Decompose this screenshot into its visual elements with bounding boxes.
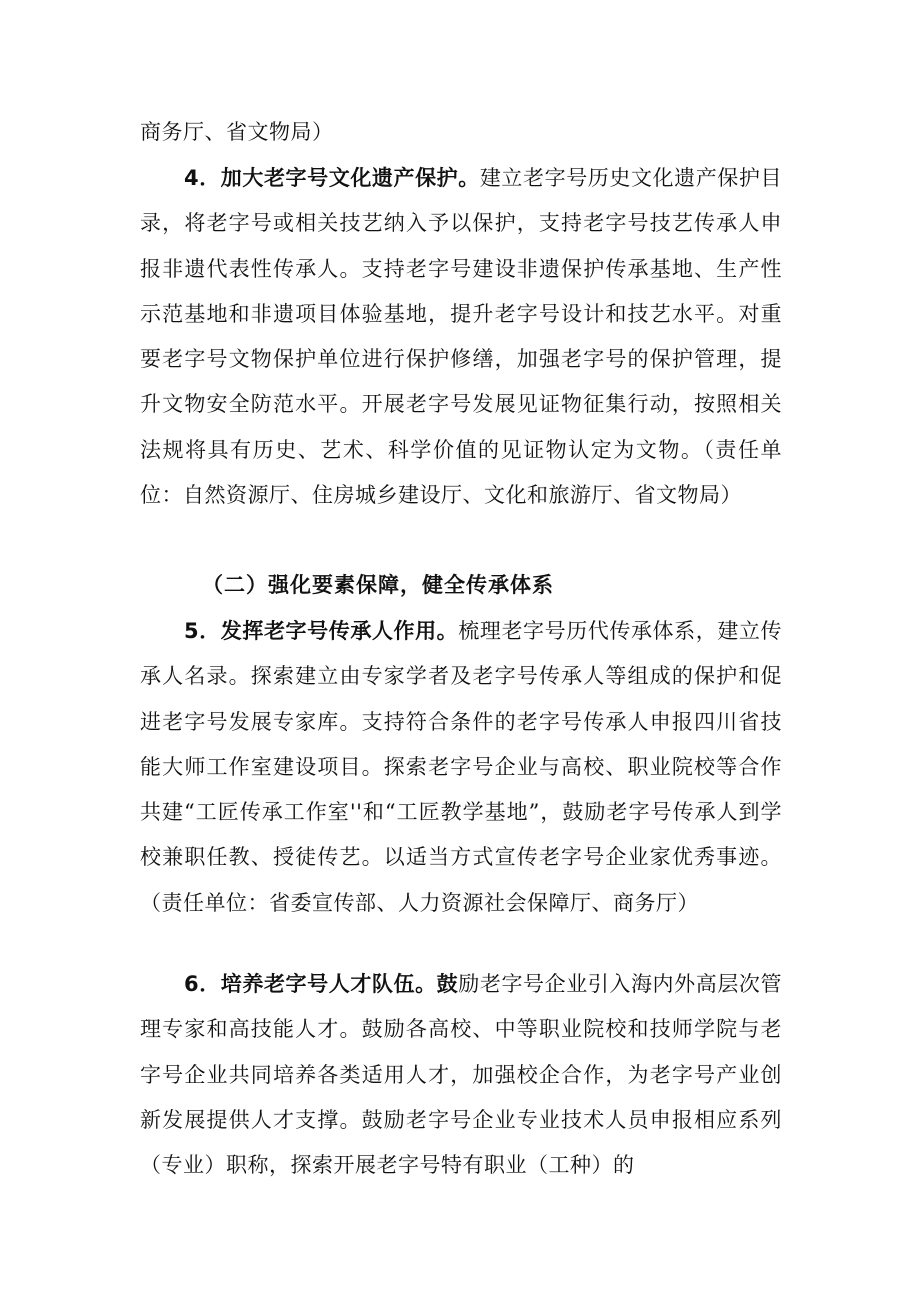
item-4-lead: 4．加大老字号文化遗产保护。 bbox=[184, 166, 480, 190]
item-6-paragraph bbox=[140, 962, 782, 1188]
item-5-body: 梳理老字号历代传承体系，建立传承人名录。探索建立由专家学者及老字号传承人等组成的保护和促进老字号发展专家库。支持符合条件的老字号传承人申报四川省技能大师工作室建设项目。探索老字号企业与高校、职业院校等合作共建“工匠传承工作室''和“工匠教学基地”，鼓励老字号传承人到学校兼职任教、授徒传艺。以适当方式宣传老字号企业家优秀事迹。（责任单位：省委宣传部、人力资源社会保障厅、商务厅） bbox=[140, 619, 782, 915]
item-4-body: 建立老字号历史文化遗产保护目录，将老字号或相关技艺纳入予以保护，支持老字号技艺传承人申报非遗代表性传承人。支持老字号建设非遗保护传承基地、生产性示范基地和非遗项目体验基地，提升老字号设计和技艺水平。对重要老字号文物保护单位进行保护修缮，加强老字号的保护管理，提升文物安全防范水平。开展老字号发展见证物征集行动，按照相关法规将具有历史、艺术、科学价值的见证物认定为文物。（责任单位：自然资源厅、住房城乡建设厅、文化和旅游厅、省文物局） bbox=[140, 166, 782, 508]
item-5-lead: 5．发挥老字号传承人作用。 bbox=[184, 619, 459, 643]
item-6-body: 励老字号企业引入海内外高层次管理专家和高技能人才。鼓励各高校、中等职业院校和技师学院与老字号企业共同培养各类适用人才，加强校企合作，为老字号产业创新发展提供人才支撑。鼓励老字号企业专业技术人员申报相应系列（专业）职称，探索开展老字号特有职业（工种）的 bbox=[140, 972, 782, 1178]
item-6-lead: 6．培养老字号人才队伍。鼓 bbox=[184, 972, 459, 996]
item-4-paragraph bbox=[140, 156, 782, 518]
section-2-heading: （二）强化要素保障，健全传承体系 bbox=[202, 573, 554, 597]
continuation-line: 商务厅、省文物局） bbox=[140, 120, 334, 144]
item-5-paragraph bbox=[140, 609, 782, 926]
